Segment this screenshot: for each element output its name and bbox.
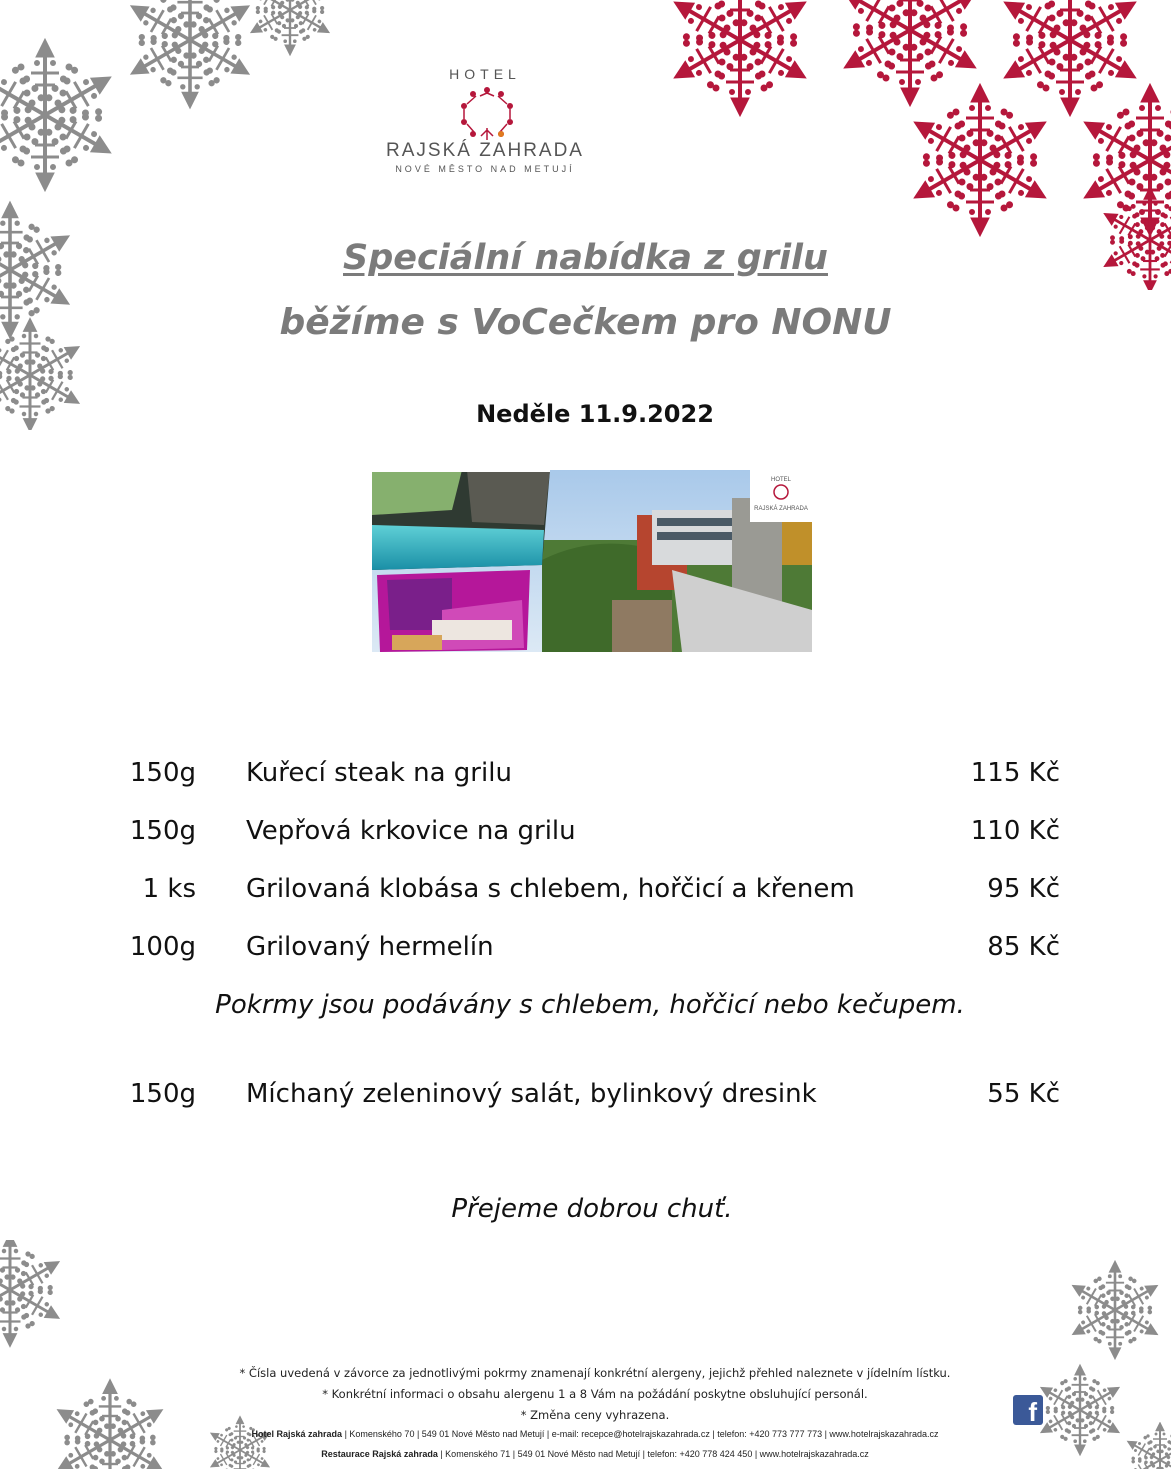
menu-item-name: Kuřecí steak na grilu bbox=[246, 758, 512, 788]
allergen-info-note: * Konkrétní informaci o obsahu alergenu 1 a 8 Vám na požádání poskytne obsluhující personál. bbox=[322, 1387, 868, 1401]
allergen-note: * Čísla uvedená v závorce za jednotlivými pokrmy znamenají konkrétní alergeny, jejichž přehled naleznete v jídelním lístku. bbox=[239, 1366, 951, 1380]
menu-item-name: Míchaný zeleninový salát, bylinkový dresink bbox=[246, 1079, 817, 1109]
logo-subtitle: NOVÉ MĚSTO NAD METUJÍ bbox=[395, 164, 575, 174]
restaurant-contact-details: | Komenského 71 | 549 01 Nové Město nad Metují | telefon: +420 778 424 450 | www.hotelrajskazahrada.cz bbox=[437, 1449, 869, 1459]
logo-wreath-icon bbox=[457, 84, 517, 144]
event-date: Neděle 11.9.2022 bbox=[476, 400, 714, 428]
hotel-contact-name: Hotel Rajská zahrada bbox=[251, 1429, 343, 1439]
photo-logo-hotel: HOTEL bbox=[770, 477, 792, 483]
menu-item-extra bbox=[0, 1079, 1171, 1119]
restaurant-contact-name: Restaurace Rajská zahrada bbox=[321, 1449, 438, 1459]
logo-name-text: RAJSKÁ ZAHRADA bbox=[386, 140, 584, 161]
restaurant-contact bbox=[0, 1449, 1171, 1459]
hotel-photo-collage bbox=[372, 470, 812, 652]
menu-note: Pokrmy jsou podávány s chlebem, hořčicí nebo kečupem. bbox=[215, 990, 965, 1020]
page-subtitle: běžíme s VoCečkem pro NONU bbox=[279, 302, 892, 343]
menu-item-name: Grilovaný hermelín bbox=[246, 932, 494, 962]
menu-item-quantity: 100g bbox=[129, 932, 196, 962]
menu-item-price: 55 Kč bbox=[987, 1079, 1060, 1109]
menu-item-quantity: 150g bbox=[129, 758, 196, 788]
menu-item-price: 110 Kč bbox=[970, 816, 1060, 846]
menu-item-quantity: 150g bbox=[129, 1079, 196, 1109]
menu-item-name: Grilovaná klobása s chlebem, hořčicí a křenem bbox=[246, 874, 855, 904]
menu-item-price: 95 Kč bbox=[987, 874, 1060, 904]
price-change-note: * Změna ceny vyhrazena. bbox=[520, 1408, 670, 1422]
closing-wish: Přejeme dobrou chuť. bbox=[451, 1194, 733, 1224]
page-title: Speciální nabídka z grilu bbox=[343, 238, 828, 278]
menu-item-name: Vepřová krkovice na grilu bbox=[246, 816, 576, 846]
menu-item-quantity: 1 ks bbox=[142, 874, 196, 904]
menu-item-quantity: 150g bbox=[129, 816, 196, 846]
photo-logo-name: RAJSKÁ ZAHRADA bbox=[754, 506, 808, 512]
hotel-logo bbox=[360, 62, 610, 182]
menu-item-price: 85 Kč bbox=[987, 932, 1060, 962]
menu-item bbox=[0, 932, 1171, 972]
hotel-contact bbox=[0, 1429, 1171, 1439]
menu-item bbox=[0, 874, 1171, 914]
logo-hotel-text: HOTEL bbox=[449, 66, 521, 82]
ornament-top-left bbox=[0, 0, 330, 430]
menu-item bbox=[0, 816, 1171, 856]
hotel-contact-details: | Komenského 70 | 549 01 Nové Město nad Metují | e-mail: recepce@hotelrajskazahrada.cz | telefon: +420 773 777 773 | www.hotelrajskazahrada.cz bbox=[342, 1429, 939, 1439]
menu-item bbox=[0, 758, 1171, 798]
facebook-icon[interactable]: f bbox=[1013, 1395, 1043, 1425]
photo-collage-image bbox=[372, 470, 812, 652]
menu-item-price: 115 Kč bbox=[970, 758, 1060, 788]
